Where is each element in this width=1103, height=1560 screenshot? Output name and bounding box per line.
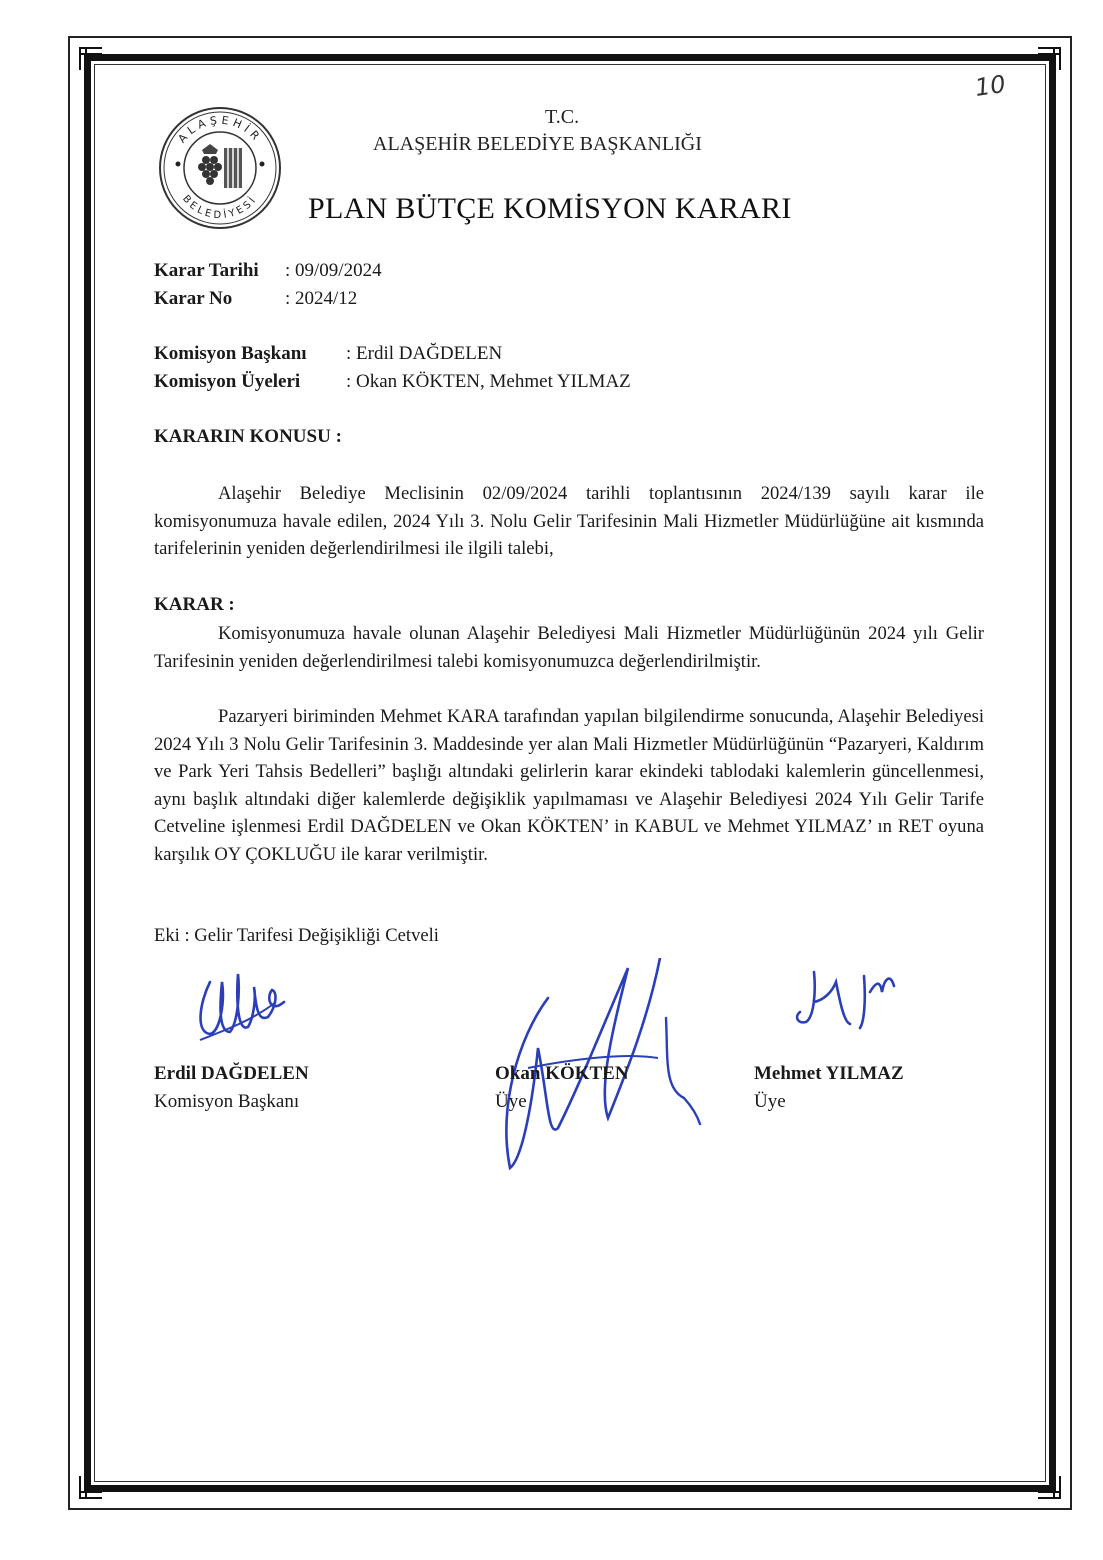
members-value: : Okan KÖKTEN, Mehmet YILMAZ: [346, 371, 631, 392]
decision-paragraph-2: Pazaryeri biriminden Mehmet KARA tarafından yapılan bilgilendirme sonucunda, Alaşehir Belediyesi 2024 Yılı 3 Nolu Gelir Tarifesinin 3. Maddesinde yer alan Mali Hizmetler Müdürlüğünün “Pazaryeri, Kaldırım ve Park Yeri Tahsis Bedelleri” başlığı altındaki gelirlerin karar ekindeki tablodaki kalemlerin güncellenmesi, aynı başlık altındaki diğer kalemlerde değişiklik yapılmaması ve Alaşehir Belediyesi 2024 Yılı Gelir Tarife Cetveline işlenmesi Erdil DAĞDELEN ve Okan KÖKTEN’ in KABUL ve Mehmet YILMAZ’ ın RET oyuna karşılık OY ÇOKLUĞU ile karar verilmiştir.: [154, 706, 984, 865]
chair-value: : Erdil DAĞDELEN: [346, 343, 503, 364]
date-label: Karar Tarihi: [154, 260, 259, 281]
signatory-role-member-1: Üye: [495, 1091, 527, 1112]
decision-no-value: : 2024/12: [285, 288, 358, 309]
frame-corner-ornament: [1036, 1474, 1062, 1500]
page-number: 10: [973, 70, 1008, 102]
svg-text:BELEDİYESİ: BELEDİYESİ: [180, 193, 260, 222]
chair-label: Komisyon Başkanı: [154, 343, 307, 364]
frame-corner-ornament: [78, 46, 104, 72]
signature-mehmet: [784, 962, 930, 1036]
members-label: Komisyon Üyeleri: [154, 371, 301, 392]
signatory-name-member-1: Okan KÖKTEN: [495, 1063, 629, 1084]
decision-paragraph-1: Komisyonumuza havale olunan Alaşehir Belediyesi Mali Hizmetler Müdürlüğünün 2024 yılı Gelir Tarifesinin yeniden değerlendirilmesi talebi komisyonumuzca değerlendirilmiştir.: [154, 623, 984, 672]
page-title: PLAN BÜTÇE KOMİSYON KARARI: [308, 192, 792, 225]
frame-corner-ornament: [1036, 46, 1062, 72]
header-country: T.C.: [545, 106, 580, 128]
decision-heading: KARAR :: [154, 594, 235, 615]
municipality-logo: [158, 106, 282, 230]
attachment-note: Eki : Gelir Tarifesi Değişikliği Cetveli: [154, 925, 439, 946]
signature-erdil: [180, 962, 300, 1048]
signatory-role-member-2: Üye: [754, 1091, 786, 1112]
frame-corner-ornament: [78, 1474, 104, 1500]
signatory-name-member-2: Mehmet YILMAZ: [754, 1063, 904, 1084]
signatory-name-chair: Erdil DAĞDELEN: [154, 1063, 309, 1084]
date-value: : 09/09/2024: [285, 260, 382, 281]
svg-text:ALAŞEHİR: ALAŞEHİR: [175, 113, 265, 146]
subject-heading: KARARIN KONUSU :: [154, 426, 342, 447]
subject-text: Alaşehir Belediye Meclisinin 02/09/2024 tarihli toplantısının 2024/139 sayılı karar ile komisyonumuza havale edilen, 2024 Yılı 3. Nolu Gelir Tarifesinin Mali Hizmetler Müdürlüğüne ait kısmında tarifelerinin yeniden değerlendirilmesi ile ilgili talebi,: [154, 483, 984, 559]
signatory-role-chair: Komisyon Başkanı: [154, 1091, 300, 1112]
header-institution: ALAŞEHİR BELEDİYE BAŞKANLIĞI: [373, 133, 702, 155]
decision-no-label: Karar No: [154, 288, 233, 309]
